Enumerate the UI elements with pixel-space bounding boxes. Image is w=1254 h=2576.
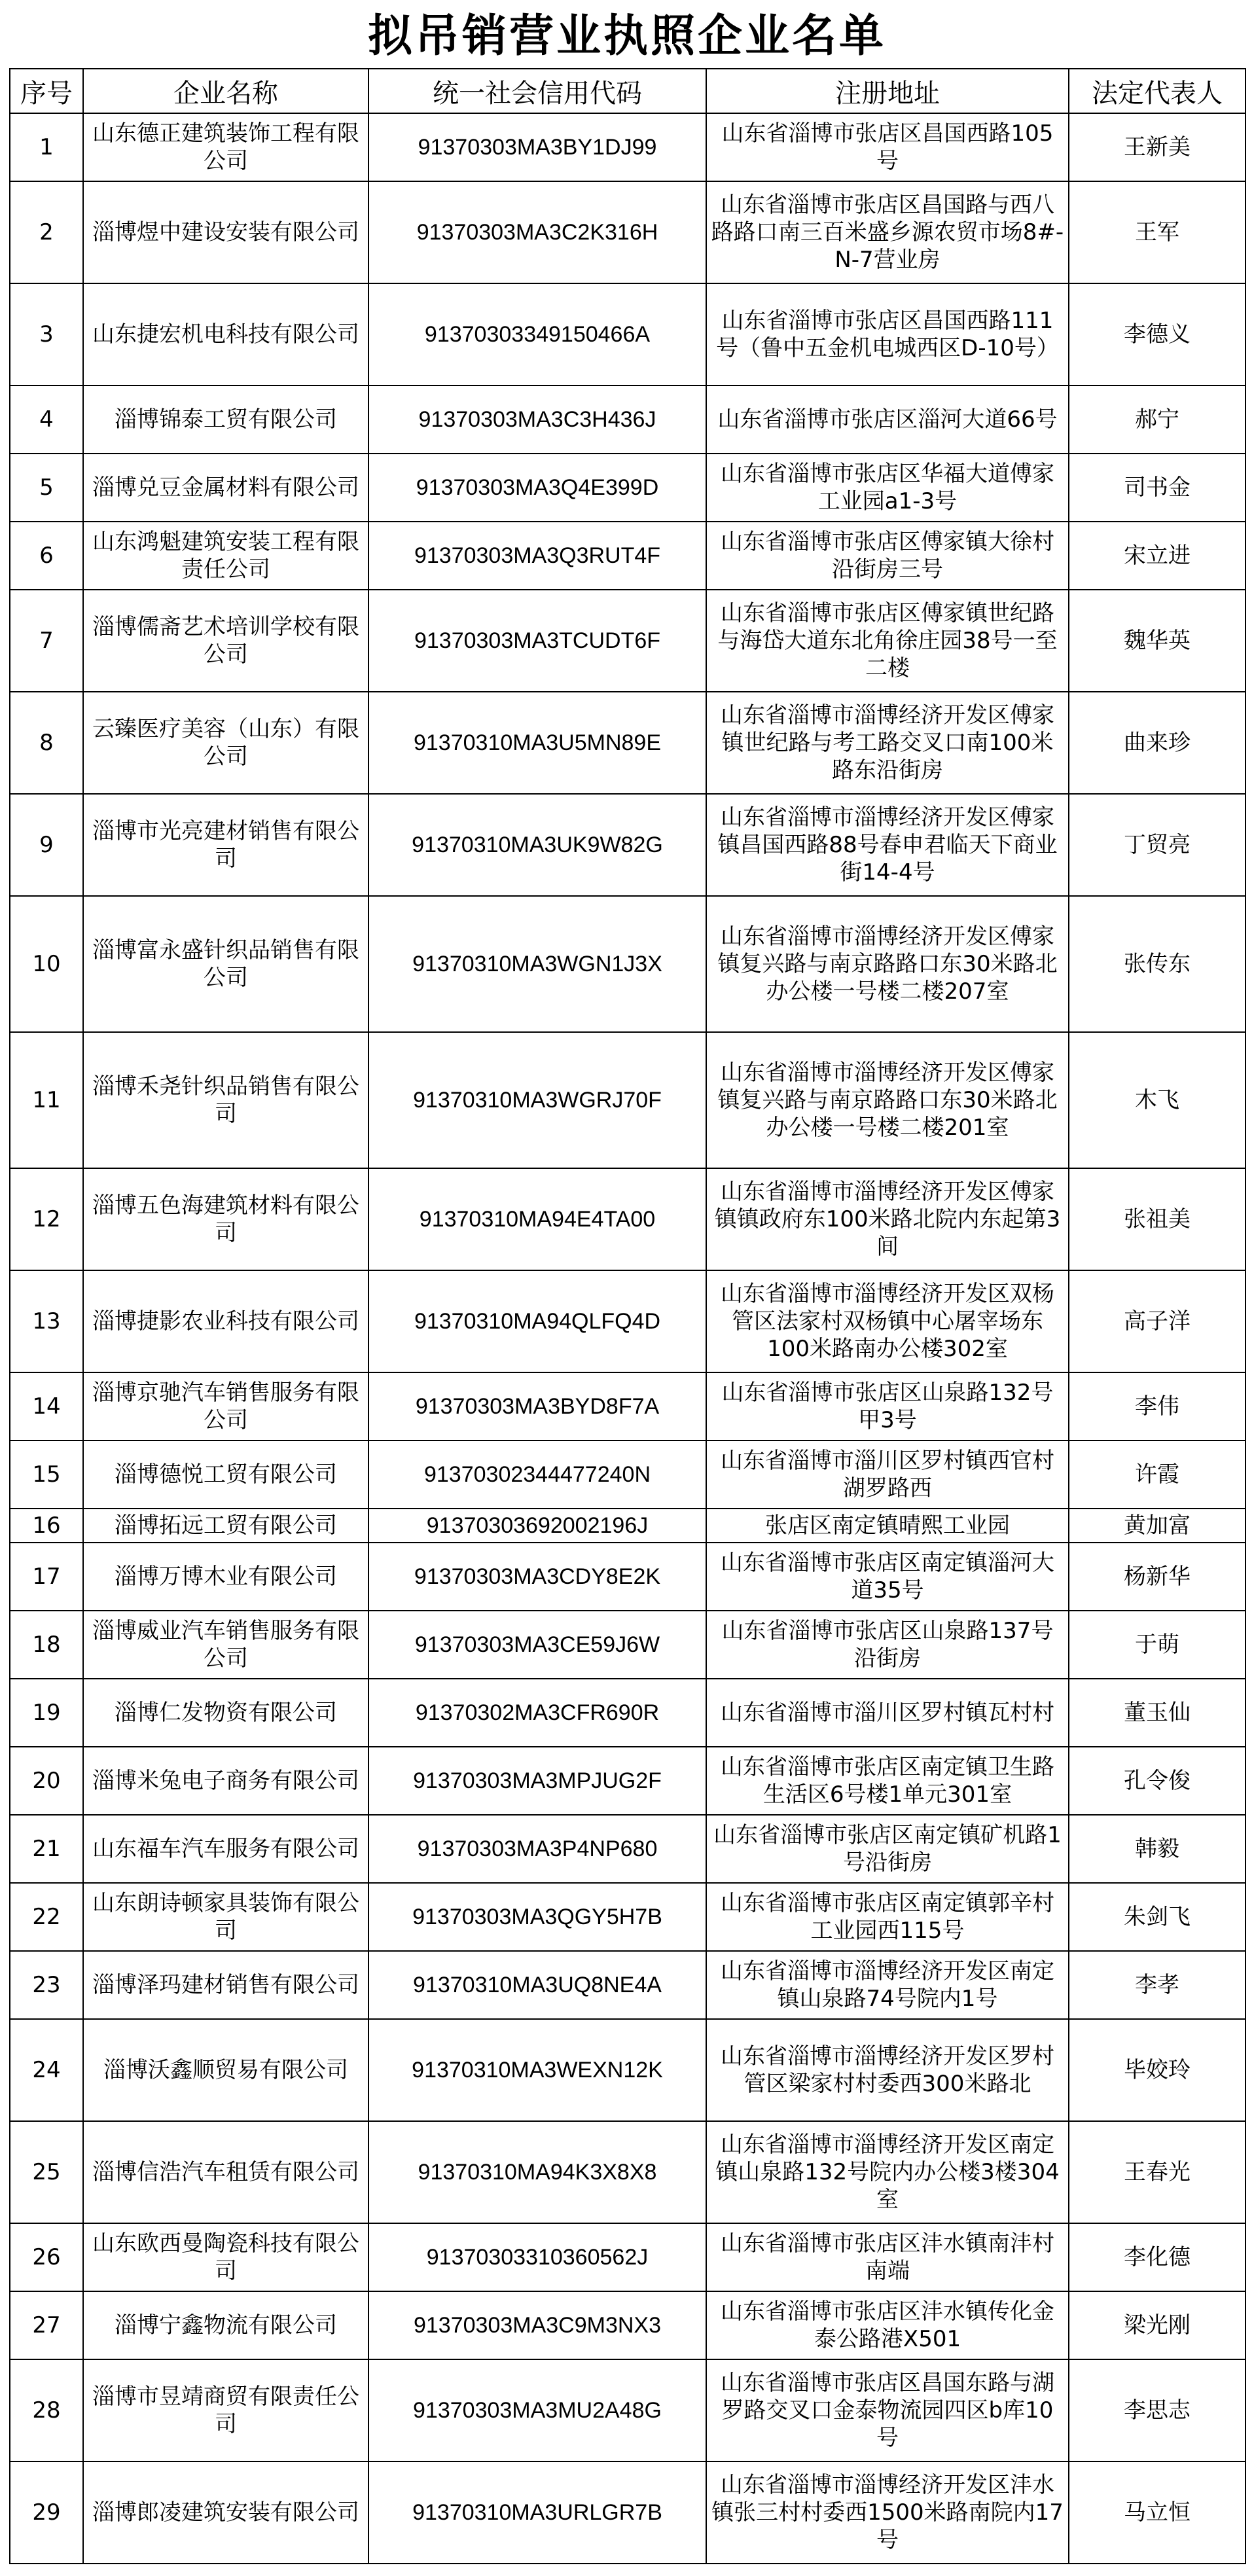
- table-row: [10, 692, 1245, 794]
- cell-rep: 董玉仙: [1069, 1679, 1245, 1747]
- cell-rep: 毕姣玲: [1069, 2019, 1245, 2121]
- cell-company: 淄博京驰汽车销售服务有限公司: [83, 1372, 368, 1440]
- table-row: [10, 1543, 1245, 1611]
- cell-rep: 朱剑飞: [1069, 1883, 1245, 1951]
- cell-address: 山东省淄博市张店区淄河大道66号: [706, 385, 1069, 454]
- cell-code: 91370310MA3UK9W82G: [368, 794, 706, 896]
- cell-address: 山东省淄博市张店区傅家镇大徐村沿街房三号: [706, 522, 1069, 590]
- cell-code: 91370310MA3WGN1J3X: [368, 896, 706, 1032]
- table-row: [10, 1440, 1245, 1509]
- table-row: [10, 1951, 1245, 2019]
- cell-no: 12: [10, 1168, 83, 1270]
- cell-address: 山东省淄博市张店区山泉路132号甲3号: [706, 1372, 1069, 1440]
- cell-code: 91370310MA3UQ8NE4A: [368, 1951, 706, 2019]
- cell-address: 山东省淄博市张店区昌国西路105号: [706, 113, 1069, 181]
- cell-rep: 李伟: [1069, 1372, 1245, 1440]
- cell-company: 淄博富永盛针织品销售有限公司: [83, 896, 368, 1032]
- cell-rep: 曲来珍: [1069, 692, 1245, 794]
- table-row: [10, 283, 1245, 385]
- cell-rep: 梁光刚: [1069, 2291, 1245, 2359]
- cell-address: 山东省淄博市张店区沣水镇传化金泰公路港X501: [706, 2291, 1069, 2359]
- cell-no: 10: [10, 896, 83, 1032]
- table-row: [10, 1168, 1245, 1270]
- table-row: [10, 1815, 1245, 1883]
- cell-code: 91370303MA3BYD8F7A: [368, 1372, 706, 1440]
- cell-no: 29: [10, 2461, 83, 2564]
- table-row: [10, 113, 1245, 181]
- cell-company: 山东福车汽车服务有限公司: [83, 1815, 368, 1883]
- cell-no: 14: [10, 1372, 83, 1440]
- cell-address: 山东省淄博市淄博经济开发区傅家镇昌国西路88号春申君临天下商业街14-4号: [706, 794, 1069, 896]
- cell-code: 91370303MA3BY1DJ99: [368, 113, 706, 181]
- cell-company: 淄博煜中建设安装有限公司: [83, 181, 368, 283]
- cell-code: 91370303MA3P4NP680: [368, 1815, 706, 1883]
- cell-company: 山东朗诗顿家具装饰有限公司: [83, 1883, 368, 1951]
- cell-no: 18: [10, 1611, 83, 1679]
- cell-code: 91370303MA3C2K316H: [368, 181, 706, 283]
- cell-address: 山东省淄博市淄川区罗村镇瓦村村: [706, 1679, 1069, 1747]
- cell-company: 淄博儒斋艺术培训学校有限公司: [83, 590, 368, 692]
- header-address: 注册地址: [706, 69, 1069, 113]
- cell-code: 91370303310360562J: [368, 2223, 706, 2291]
- cell-address: 山东省淄博市淄博经济开发区罗村管区梁家村村委西300米路北: [706, 2019, 1069, 2121]
- table-row: [10, 794, 1245, 896]
- cell-rep: 王春光: [1069, 2121, 1245, 2223]
- cell-code: 91370303MA3MU2A48G: [368, 2359, 706, 2461]
- cell-address: 山东省淄博市张店区华福大道傅家工业园a1-3号: [706, 454, 1069, 522]
- table-row: [10, 896, 1245, 1032]
- cell-rep: 宋立进: [1069, 522, 1245, 590]
- cell-rep: 司书金: [1069, 454, 1245, 522]
- table-row: [10, 181, 1245, 283]
- cell-no: 23: [10, 1951, 83, 2019]
- cell-address: 山东省淄博市淄博经济开发区南定镇山泉路132号院内办公楼3楼304室: [706, 2121, 1069, 2223]
- cell-code: 91370303MA3TCUDT6F: [368, 590, 706, 692]
- cell-rep: 王军: [1069, 181, 1245, 283]
- cell-no: 1: [10, 113, 83, 181]
- table-row: [10, 2461, 1245, 2564]
- cell-company: 淄博市昱靖商贸有限责任公司: [83, 2359, 368, 2461]
- cell-address: 山东省淄博市淄博经济开发区双杨管区法家村双杨镇中心屠宰场东100米路南办公楼302室: [706, 1270, 1069, 1372]
- table-row: [10, 2223, 1245, 2291]
- cell-rep: 李思志: [1069, 2359, 1245, 2461]
- cell-code: 91370302MA3CFR690R: [368, 1679, 706, 1747]
- header-code: 统一社会信用代码: [368, 69, 706, 113]
- cell-rep: 黄加富: [1069, 1509, 1245, 1543]
- cell-no: 28: [10, 2359, 83, 2461]
- cell-address: 山东省淄博市张店区山泉路137号沿街房: [706, 1611, 1069, 1679]
- cell-address: 山东省淄博市张店区傅家镇世纪路与海岱大道东北角徐庄园38号一至二楼: [706, 590, 1069, 692]
- cell-rep: 孔令俊: [1069, 1747, 1245, 1815]
- cell-rep: 张祖美: [1069, 1168, 1245, 1270]
- cell-address: 山东省淄博市淄博经济开发区傅家镇复兴路与南京路路口东30米路北办公楼一号楼二楼201室: [706, 1032, 1069, 1168]
- table-row: [10, 522, 1245, 590]
- cell-address: 山东省淄博市张店区南定镇郭辛村工业园西115号: [706, 1883, 1069, 1951]
- cell-code: 91370303MA3CDY8E2K: [368, 1543, 706, 1611]
- cell-code: 91370303MA3C9M3NX3: [368, 2291, 706, 2359]
- cell-rep: 马立恒: [1069, 2461, 1245, 2564]
- cell-code: 91370302344477240N: [368, 1440, 706, 1509]
- cell-no: 5: [10, 454, 83, 522]
- cell-rep: 李孝: [1069, 1951, 1245, 2019]
- cell-code: 91370310MA94K3X8X8: [368, 2121, 706, 2223]
- cell-address: 山东省淄博市淄川区罗村镇西官村湖罗路西: [706, 1440, 1069, 1509]
- cell-code: 91370303MA3C3H436J: [368, 385, 706, 454]
- cell-address: 山东省淄博市张店区沣水镇南沣村南端: [706, 2223, 1069, 2291]
- cell-code: 91370310MA3URLGR7B: [368, 2461, 706, 2564]
- cell-company: 淄博锦泰工贸有限公司: [83, 385, 368, 454]
- cell-company: 淄博拓远工贸有限公司: [83, 1509, 368, 1543]
- table-row: [10, 1679, 1245, 1747]
- cell-company: 山东德正建筑装饰工程有限公司: [83, 113, 368, 181]
- cell-address: 山东省淄博市张店区南定镇矿机路1号沿街房: [706, 1815, 1069, 1883]
- cell-no: 15: [10, 1440, 83, 1509]
- cell-company: 山东鸿魁建筑安装工程有限责任公司: [83, 522, 368, 590]
- cell-no: 21: [10, 1815, 83, 1883]
- table-row: [10, 2359, 1245, 2461]
- cell-company: 淄博宁鑫物流有限公司: [83, 2291, 368, 2359]
- cell-rep: 魏华英: [1069, 590, 1245, 692]
- header-rep: 法定代表人: [1069, 69, 1245, 113]
- cell-address: 山东省淄博市张店区昌国西路111号（鲁中五金机电城西区D-10号）: [706, 283, 1069, 385]
- cell-no: 16: [10, 1509, 83, 1543]
- table-row: [10, 590, 1245, 692]
- cell-code: 91370303MA3QGY5H7B: [368, 1883, 706, 1951]
- cell-no: 22: [10, 1883, 83, 1951]
- cell-company: 淄博泽玛建材销售有限公司: [83, 1951, 368, 2019]
- cell-rep: 李德义: [1069, 283, 1245, 385]
- cell-company: 山东欧西曼陶瓷科技有限公司: [83, 2223, 368, 2291]
- cell-address: 张店区南定镇晴熙工业园: [706, 1509, 1069, 1543]
- table-row: [10, 1509, 1245, 1543]
- cell-code: 91370310MA3WGRJ70F: [368, 1032, 706, 1168]
- cell-code: 91370303MA3Q3RUT4F: [368, 522, 706, 590]
- cell-address: 山东省淄博市张店区昌国东路与湖罗路交叉口金泰物流园四区b库10号: [706, 2359, 1069, 2461]
- cell-code: 91370310MA94QLFQ4D: [368, 1270, 706, 1372]
- cell-code: 91370303MA3Q4E399D: [368, 454, 706, 522]
- cell-no: 8: [10, 692, 83, 794]
- cell-address: 山东省淄博市淄博经济开发区沣水镇张三村村委西1500米路南院内17号: [706, 2461, 1069, 2564]
- cell-company: 云臻医疗美容（山东）有限公司: [83, 692, 368, 794]
- cell-no: 4: [10, 385, 83, 454]
- cell-no: 17: [10, 1543, 83, 1611]
- cell-company: 淄博禾尧针织品销售有限公司: [83, 1032, 368, 1168]
- cell-rep: 王新美: [1069, 113, 1245, 181]
- cell-company: 淄博仁发物资有限公司: [83, 1679, 368, 1747]
- cell-rep: 于萌: [1069, 1611, 1245, 1679]
- cell-no: 20: [10, 1747, 83, 1815]
- cell-company: 淄博捷影农业科技有限公司: [83, 1270, 368, 1372]
- revocation-table: [9, 68, 1246, 2564]
- table-row: [10, 1883, 1245, 1951]
- cell-code: 91370303349150466A: [368, 283, 706, 385]
- header-row: [10, 69, 1245, 113]
- cell-address: 山东省淄博市张店区昌国路与西八路路口南三百米盛乡源农贸市场8#-N-7营业房: [706, 181, 1069, 283]
- cell-rep: 张传东: [1069, 896, 1245, 1032]
- cell-no: 11: [10, 1032, 83, 1168]
- cell-rep: 丁贸亮: [1069, 794, 1245, 896]
- cell-code: 91370310MA94E4TA00: [368, 1168, 706, 1270]
- cell-rep: 韩毅: [1069, 1815, 1245, 1883]
- cell-rep: 杨新华: [1069, 1543, 1245, 1611]
- cell-address: 山东省淄博市淄博经济开发区南定镇山泉路74号院内1号: [706, 1951, 1069, 2019]
- cell-no: 3: [10, 283, 83, 385]
- table-row: [10, 2019, 1245, 2121]
- cell-code: 91370303MA3CE59J6W: [368, 1611, 706, 1679]
- header-company: 企业名称: [83, 69, 368, 113]
- cell-no: 2: [10, 181, 83, 283]
- cell-address: 山东省淄博市张店区南定镇卫生路生活区6号楼1单元301室: [706, 1747, 1069, 1815]
- cell-no: 24: [10, 2019, 83, 2121]
- cell-rep: 许霞: [1069, 1440, 1245, 1509]
- cell-company: 山东捷宏机电科技有限公司: [83, 283, 368, 385]
- cell-company: 淄博五色海建筑材料有限公司: [83, 1168, 368, 1270]
- cell-no: 26: [10, 2223, 83, 2291]
- cell-rep: 李化德: [1069, 2223, 1245, 2291]
- cell-code: 91370303MA3MPJUG2F: [368, 1747, 706, 1815]
- table-row: [10, 1747, 1245, 1815]
- table-row: [10, 1032, 1245, 1168]
- cell-address: 山东省淄博市淄博经济开发区傅家镇复兴路与南京路路口东30米路北办公楼一号楼二楼207室: [706, 896, 1069, 1032]
- cell-address: 山东省淄博市淄博经济开发区傅家镇世纪路与考工路交叉口南100米路东沿街房: [706, 692, 1069, 794]
- cell-no: 27: [10, 2291, 83, 2359]
- cell-no: 7: [10, 590, 83, 692]
- table-row: [10, 2291, 1245, 2359]
- header-no: 序号: [10, 69, 83, 113]
- table-row: [10, 1611, 1245, 1679]
- cell-company: 淄博德悦工贸有限公司: [83, 1440, 368, 1509]
- cell-no: 9: [10, 794, 83, 896]
- cell-address: 山东省淄博市张店区南定镇淄河大道35号: [706, 1543, 1069, 1611]
- cell-rep: 高子洋: [1069, 1270, 1245, 1372]
- cell-company: 淄博沃鑫顺贸易有限公司: [83, 2019, 368, 2121]
- cell-no: 6: [10, 522, 83, 590]
- table-row: [10, 1372, 1245, 1440]
- cell-company: 淄博信浩汽车租赁有限公司: [83, 2121, 368, 2223]
- page-title: 拟吊销营业执照企业名单: [367, 10, 886, 62]
- cell-company: 淄博万博木业有限公司: [83, 1543, 368, 1611]
- cell-company: 淄博兑豆金属材料有限公司: [83, 454, 368, 522]
- cell-company: 淄博郎凌建筑安装有限公司: [83, 2461, 368, 2564]
- table-row: [10, 454, 1245, 522]
- cell-code: 91370310MA3WEXN12K: [368, 2019, 706, 2121]
- cell-rep: 木飞: [1069, 1032, 1245, 1168]
- table-row: [10, 1270, 1245, 1372]
- cell-no: 13: [10, 1270, 83, 1372]
- table-row: [10, 385, 1245, 454]
- table-row: [10, 2121, 1245, 2223]
- cell-company: 淄博威业汽车销售服务有限公司: [83, 1611, 368, 1679]
- cell-no: 25: [10, 2121, 83, 2223]
- cell-rep: 郝宁: [1069, 385, 1245, 454]
- cell-address: 山东省淄博市淄博经济开发区傅家镇镇政府东100米路北院内东起第3间: [706, 1168, 1069, 1270]
- cell-no: 19: [10, 1679, 83, 1747]
- cell-company: 淄博米兔电子商务有限公司: [83, 1747, 368, 1815]
- cell-code: 91370310MA3U5MN89E: [368, 692, 706, 794]
- cell-code: 91370303692002196J: [368, 1509, 706, 1543]
- cell-company: 淄博市光亮建材销售有限公司: [83, 794, 368, 896]
